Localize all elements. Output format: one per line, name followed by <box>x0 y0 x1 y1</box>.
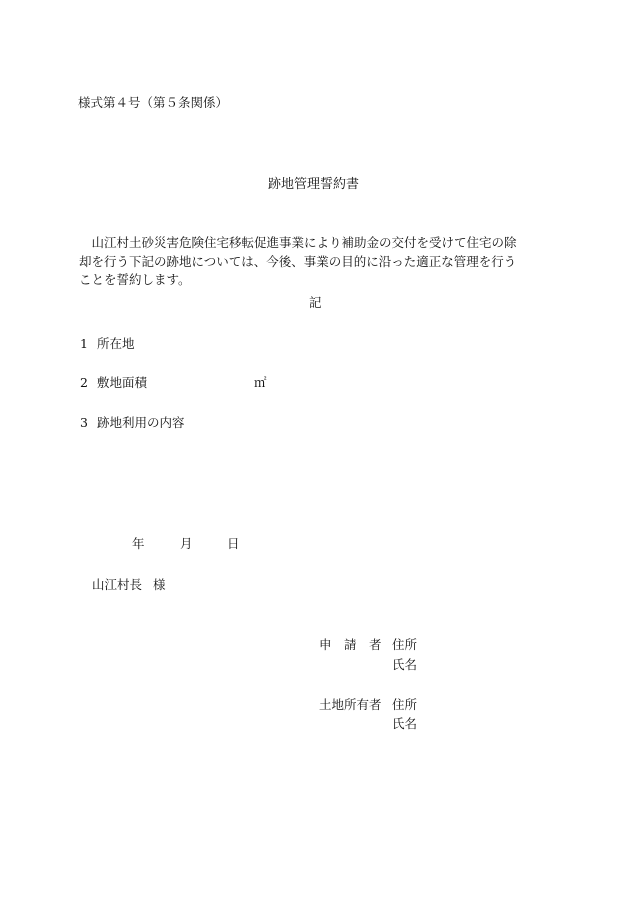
date-day: 日 <box>227 536 240 551</box>
item-label: 跡地利用の内容 <box>97 415 185 430</box>
form-number: 様式第４号（第５条関係） <box>78 95 229 110</box>
ki-label: 記 <box>309 295 322 310</box>
item-label: 敷地面積 <box>97 375 148 390</box>
oath-line: 山江村土砂災害危険住宅移転促進事業により補助金の交付を受けて住宅の除 <box>79 235 517 250</box>
landowner-name-label: 氏名 <box>392 716 418 731</box>
landowner-role: 土地所有者 <box>319 697 382 712</box>
item-number: 2 <box>80 375 88 390</box>
item-number: 1 <box>80 336 88 351</box>
honorific: 様 <box>153 577 166 592</box>
applicant-address-label: 住所 <box>392 637 418 652</box>
date-year: 年 <box>132 536 145 551</box>
applicant-name-label: 氏名 <box>392 657 418 672</box>
oath-line: 却を行う下記の跡地については、今後、事業の目的に沿った適正な管理を行う <box>79 253 517 269</box>
oath-paragraph <box>79 234 549 290</box>
landowner-address-label: 住所 <box>392 697 418 712</box>
area-unit: ㎡ <box>254 375 267 390</box>
document-title: 跡地管理誓約書 <box>268 177 360 192</box>
applicant-role: 申 請 者 <box>319 637 382 652</box>
addressee-name: 山江村長 <box>92 577 143 592</box>
item-label: 所在地 <box>97 336 135 351</box>
oath-line: ことを誓約します。 <box>79 272 191 287</box>
item-number: 3 <box>80 415 88 430</box>
date-month: 月 <box>180 536 193 551</box>
